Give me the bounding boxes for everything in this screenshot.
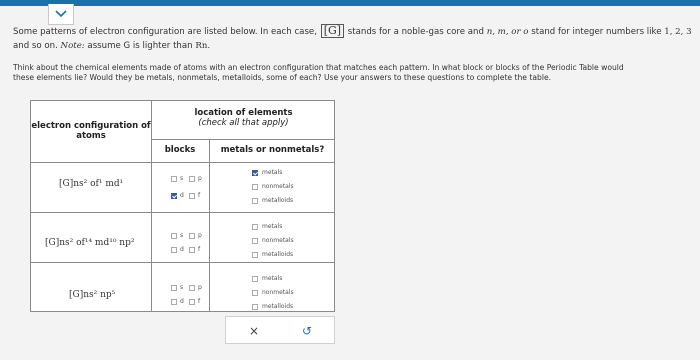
undo-button[interactable]: ↺ [301,324,313,338]
type-checkbox-nonmetals[interactable] [252,184,258,190]
block-label: d [180,192,184,199]
block-checkbox-d[interactable] [171,193,177,199]
block-label: s [180,175,184,182]
type-label: nonmetals [262,183,294,190]
block-label: f [198,192,201,199]
column-header-metals: metals or nonmetals? [220,145,325,155]
block-checkbox-d[interactable] [171,299,177,305]
instructions-line-2: these elements lie? Would they be metals, nonmetals, metalloids, some of each? Use your answers to these questions to complete the table. [13,73,552,82]
block-checkbox-f[interactable] [189,193,195,199]
type-label: metals [262,223,283,230]
block-label: s [180,284,184,291]
block-checkbox-s[interactable] [171,176,177,182]
table-divider [151,139,334,140]
column-header-location [151,108,336,128]
column-header-blocks: blocks [164,145,196,155]
block-checkbox-p[interactable] [189,176,195,182]
block-label: d [180,246,184,253]
intro-numbers: 1, 2, 3 [664,27,692,37]
configuration-formula-1: [G]ns² of¹ md¹ [59,179,124,189]
intro-text-2: stands for a noble-gas core and [347,27,484,37]
intro-text-1: Some patterns of electron configuration are listed below. In each case, [13,27,317,37]
instructions-line-1: Think about the chemical elements made of atoms with an electron configuration that matches each pattern. In what block or blocks of the Periodic Table would [13,63,624,72]
block-label: p [198,284,202,291]
type-checkbox-metalloids[interactable] [252,304,258,310]
type-label: metalloids [262,197,294,204]
configuration-formula-2: [G]ns² of¹⁴ md¹⁰ np² [45,238,135,248]
block-label: p [198,232,202,239]
noble-gas-core-symbol: [G] [321,24,344,38]
type-checkbox-nonmetals[interactable] [252,238,258,244]
block-label: p [198,175,202,182]
type-label: nonmetals [262,237,294,244]
answer-table [30,100,335,312]
note-text: assume G is lighter than [87,41,193,51]
clear-button[interactable]: × [248,324,260,338]
table-divider [151,101,152,311]
type-checkbox-metalloids[interactable] [252,252,258,258]
type-checkbox-metals[interactable] [252,170,258,176]
location-header: location of elements [194,108,293,118]
table-divider [31,212,334,213]
block-checkbox-s[interactable] [171,233,177,239]
chevron-down-icon [55,10,67,18]
instructions [13,63,700,83]
type-label: metals [262,169,283,176]
type-label: nonmetals [262,289,294,296]
type-checkbox-metalloids[interactable] [252,198,258,204]
type-label: metalloids [262,303,294,310]
table-divider [31,162,334,163]
type-checkbox-metals[interactable] [252,224,258,230]
block-label: d [180,298,184,305]
problem-intro [13,24,700,53]
block-checkbox-p[interactable] [189,233,195,239]
type-label: metals [262,275,283,282]
location-subheader: (check all that apply) [198,118,289,128]
note-label: Note: [60,41,85,51]
note-rn: Rn. [195,41,211,51]
block-label: f [198,298,201,305]
block-checkbox-p[interactable] [189,285,195,291]
intro-text-3: stand for integer numbers like [531,27,662,37]
block-label: f [198,246,201,253]
block-checkbox-f[interactable] [189,247,195,253]
type-label: metalloids [262,251,294,258]
column-header-configuration: electron configuration of atoms [31,121,151,141]
table-divider [31,262,334,263]
intro-variables: n, m, or o [486,27,529,37]
block-checkbox-f[interactable] [189,299,195,305]
type-checkbox-metals[interactable] [252,276,258,282]
top-accent-bar [0,0,700,6]
block-checkbox-d[interactable] [171,247,177,253]
block-label: s [180,232,184,239]
block-checkbox-s[interactable] [171,285,177,291]
type-checkbox-nonmetals[interactable] [252,290,258,296]
intro-text-4: and so on. [13,41,58,51]
configuration-formula-3: [G]ns² np⁵ [69,290,116,300]
collapse-button[interactable] [48,4,74,25]
action-bar [225,316,335,344]
table-divider [209,139,210,311]
